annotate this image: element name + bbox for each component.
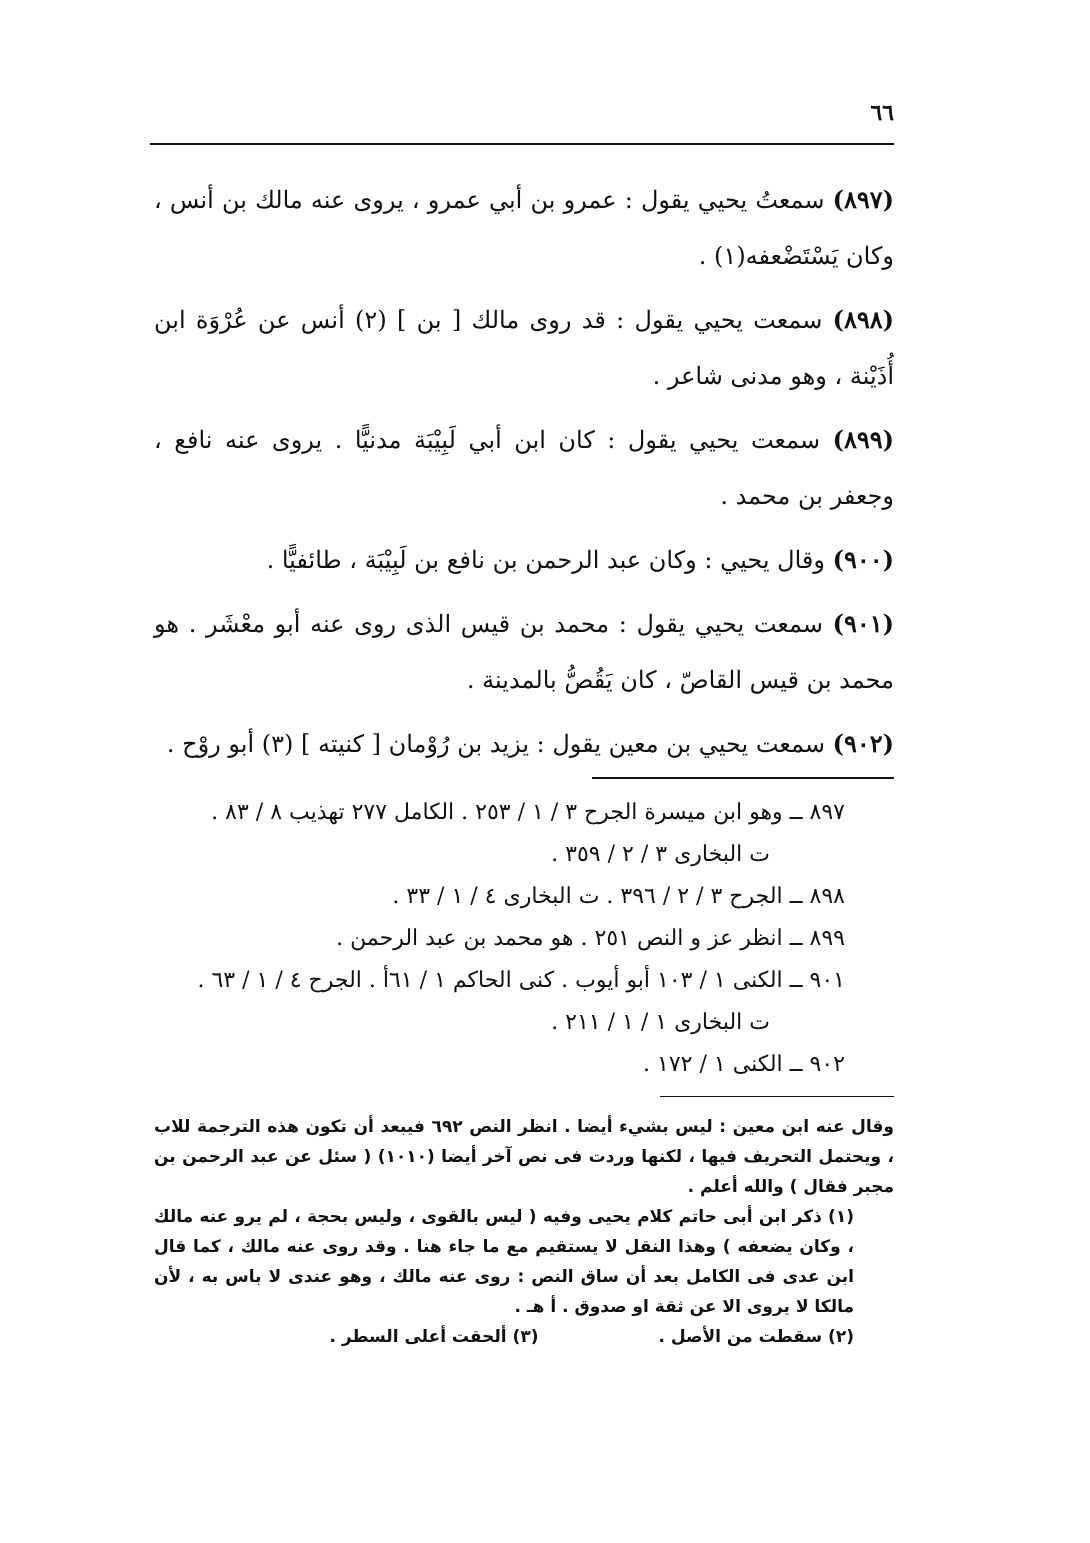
header-rule: [150, 143, 894, 145]
footnote-intro: وقال عنه ابن معين : ليس بشيء أيضا . انظر النص ٦٩٢ فيبعد أن تكون هذه الترجمة للاب ، ويحتمل التحريف فيها ، لكنها وردت فى نص آخر أيضا (١٠١٠) ( سئل عن عبد الرحمن بن مجبر فقال ) والله أعلم .: [154, 1117, 894, 1197]
entry-902: (٩٠٢) سمعت يحيي بن معين يقول : يزيد بن رُوْمان [ كنيته ] (٣) أبو روْح .: [166, 729, 894, 758]
main-text: [154, 172, 894, 780]
reference-901: ٩٠١ ــ الكنى ١ / ١٠٣ أبو أيوب . كنى الحاكم ١ / ٦١أ . الجرح ٤ / ١ / ٦٣ .: [197, 968, 845, 993]
entry-900: (٩٠٠) وقال يحيي : وكان عبد الرحمن بن نافع بن لَبِيْبَة ، طائفيًّا .: [266, 545, 894, 574]
entry-897: (٨٩٧) سمعتُ يحيي يقول : عمرو بن أبي عمرو ، يروى عنه مالك بن أنس ، وكان يَسْتَضْعفه(١) .: [154, 185, 894, 270]
reference-897: ٨٩٧ ــ وهو ابن ميسرة الجرح ٣ / ١ / ٢٥٣ . الكامل ٢٧٧ تهذيب ٨ / ٨٣ .: [211, 800, 845, 825]
footnote-1: (١) ذكر ابن أبى حاتم كلام يحيى وفيه ( ليس بالقوى ، وليس بحجة ، لم يرو عنه مالك ، وكان يضعفه ) وهذا النقل لا يستقيم مع ما جاء هنا . وقد روى عنه مالك ، كما قال ابن عدى فى الكامل بعد أن ساق النص : روى عنه مالك ، وهو عندى لا باس به ، لأن مالكا لا يروى الا عن ثقة او صدوق . أ هـ .: [154, 1207, 854, 1317]
references-rule: [592, 777, 894, 779]
reference-897-continued: ت البخارى ٣ / ٢ / ٣٥٩ .: [551, 842, 770, 867]
footnote-row: [154, 1322, 894, 1352]
reference-902: ٩٠٢ ــ الكنى ١ / ١٧٢ .: [643, 1052, 845, 1077]
references: [145, 792, 845, 1086]
reference-898: ٨٩٨ ــ الجرح ٣ / ٢ / ٣٩٦ . ت البخارى ٤ / ١ / ٣٣ .: [392, 884, 845, 909]
footnote-3: (٣) ألحقت أعلى السطر .: [329, 1327, 539, 1347]
entry-901: (٩٠١) سمعت يحيي يقول : محمد بن قيس الذى روى عنه أبو معْشَر . هو محمد بن قيس القاصّ ، كان يَقُصُّ بالمدينة .: [154, 609, 894, 694]
entry-898: (٨٩٨) سمعت يحيي يقول : قد روى مالك [ بن ] (٢) أنس عن عُرْوَة ابن أُذَيْنة ، وهو مدنى شاعر .: [154, 305, 894, 390]
reference-899: ٨٩٩ ــ انظر عز و النص ٢٥١ . هو محمد بن عبد الرحمن .: [336, 926, 845, 951]
footnotes: [154, 1112, 894, 1352]
footnote-2: (٢) سقطت من الأصل .: [658, 1327, 854, 1347]
reference-901-continued: ت البخارى ١ / ١ / ٢١١ .: [551, 1010, 770, 1035]
entry-899: (٨٩٩) سمعت يحيي يقول : كان ابن أبي لَبِيْبَة مدنيًّا . يروى عنه نافع ، وجعفر بن محمد .: [154, 425, 894, 510]
page-number: ٦٦: [870, 100, 894, 126]
footnotes-rule: [660, 1096, 894, 1097]
